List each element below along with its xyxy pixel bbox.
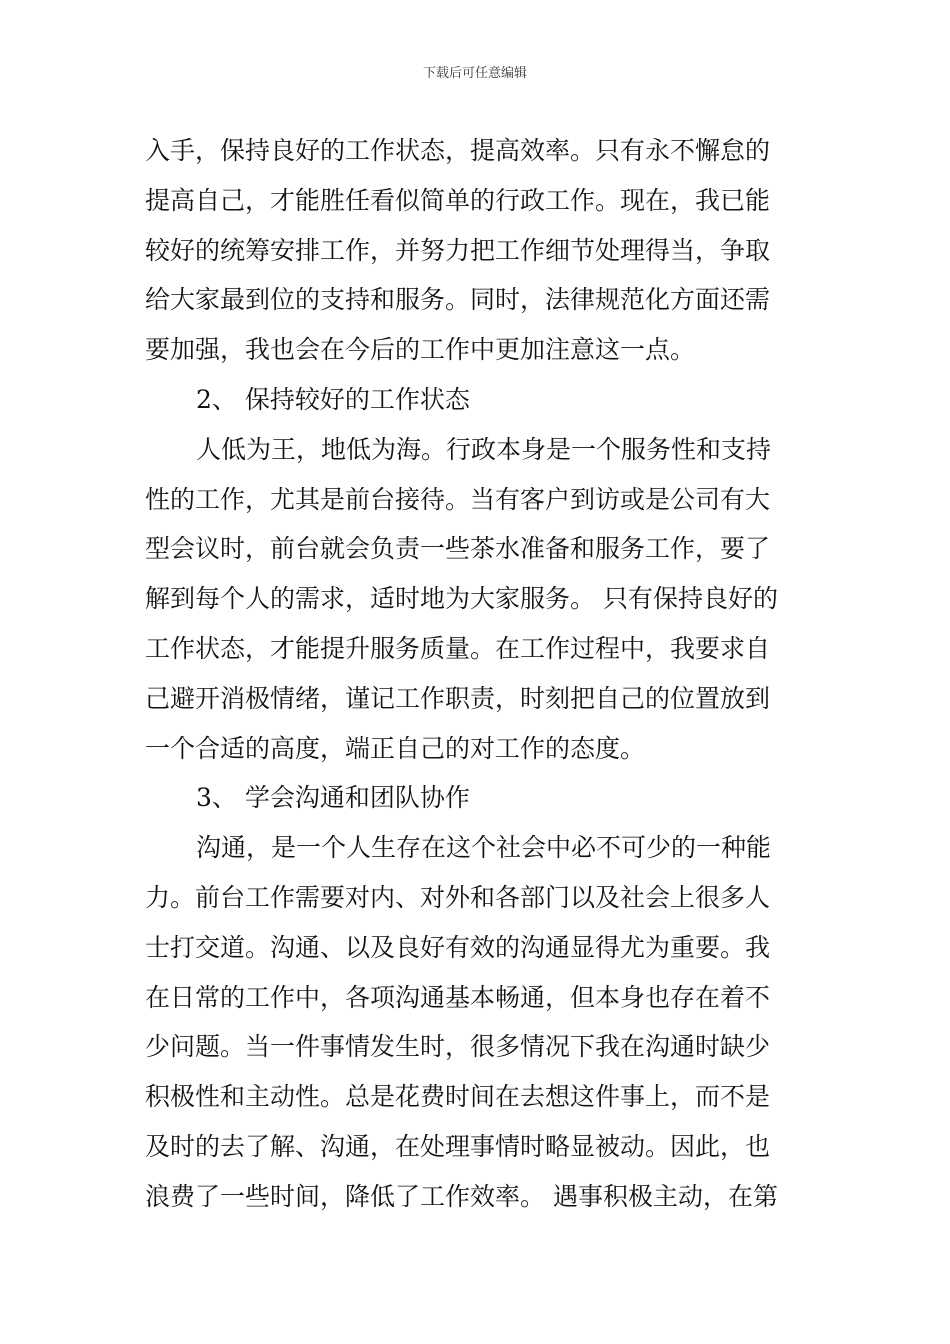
text-line: 型会议时，前台就会负责一些茶水准备和服务工作，要了 bbox=[145, 534, 771, 564]
text-line: 及时的去了解、沟通，在处理事情时略显被动。因此，也 bbox=[145, 1131, 771, 1161]
text-line: 入手，保持良好的工作状态，提高效率。只有永不懈怠的 bbox=[145, 136, 771, 165]
text-line: 解到每个人的需求，适时地为大家服务。 只有保持良好的 bbox=[145, 584, 778, 614]
text-line: 在日常的工作中，各项沟通基本畅通，但本身也存在着不 bbox=[145, 982, 771, 1012]
text-line: 人低为王，地低为海。行政本身是一个服务性和支持 bbox=[196, 434, 772, 464]
text-line: 3、 学会沟通和团队协作 bbox=[196, 783, 470, 813]
page-header: 下载后可任意编辑 bbox=[422, 66, 527, 81]
text-line: 提高自己，才能胜任看似简单的行政工作。现在，我已能 bbox=[145, 185, 771, 215]
text-line: 给大家最到位的支持和服务。同时，法律规范化方面还需 bbox=[145, 285, 771, 315]
text-line: 性的工作，尤其是前台接待。当有客户到访或是公司有大 bbox=[145, 484, 771, 514]
text-line: 要加强，我也会在今后的工作中更加注意这一点。 bbox=[145, 335, 696, 365]
text-line: 一个合适的高度，端正自己的对工作的态度。 bbox=[145, 733, 646, 763]
text-line: 积极性和主动性。总是花费时间在去想这件事上，而不是 bbox=[145, 1082, 771, 1112]
body-text bbox=[145, 126, 815, 1222]
text-line: 工作状态，才能提升服务质量。在工作过程中，我要求自 bbox=[145, 633, 771, 663]
text-line: 浪费了一些时间，降低了工作效率。 遇事积极主动，在第 bbox=[145, 1181, 778, 1211]
text-line: 少问题。当一件事情发生时，很多情况下我在沟通时缺少 bbox=[145, 1032, 771, 1062]
text-line: 士打交道。沟通、以及良好有效的沟通显得尤为重要。我 bbox=[145, 932, 771, 962]
text-line: 力。前台工作需要对内、对外和各部门以及社会上很多人 bbox=[145, 882, 771, 912]
text-line: 己避开消极情绪，谨记工作职责，时刻把自己的位置放到 bbox=[145, 683, 771, 713]
text-line: 2、 保持较好的工作状态 bbox=[196, 384, 470, 414]
text-line: 较好的统筹安排工作，并努力把工作细节处理得当，争取 bbox=[145, 235, 771, 265]
text-line: 沟通，是一个人生存在这个社会中必不可少的一种能 bbox=[196, 833, 772, 863]
